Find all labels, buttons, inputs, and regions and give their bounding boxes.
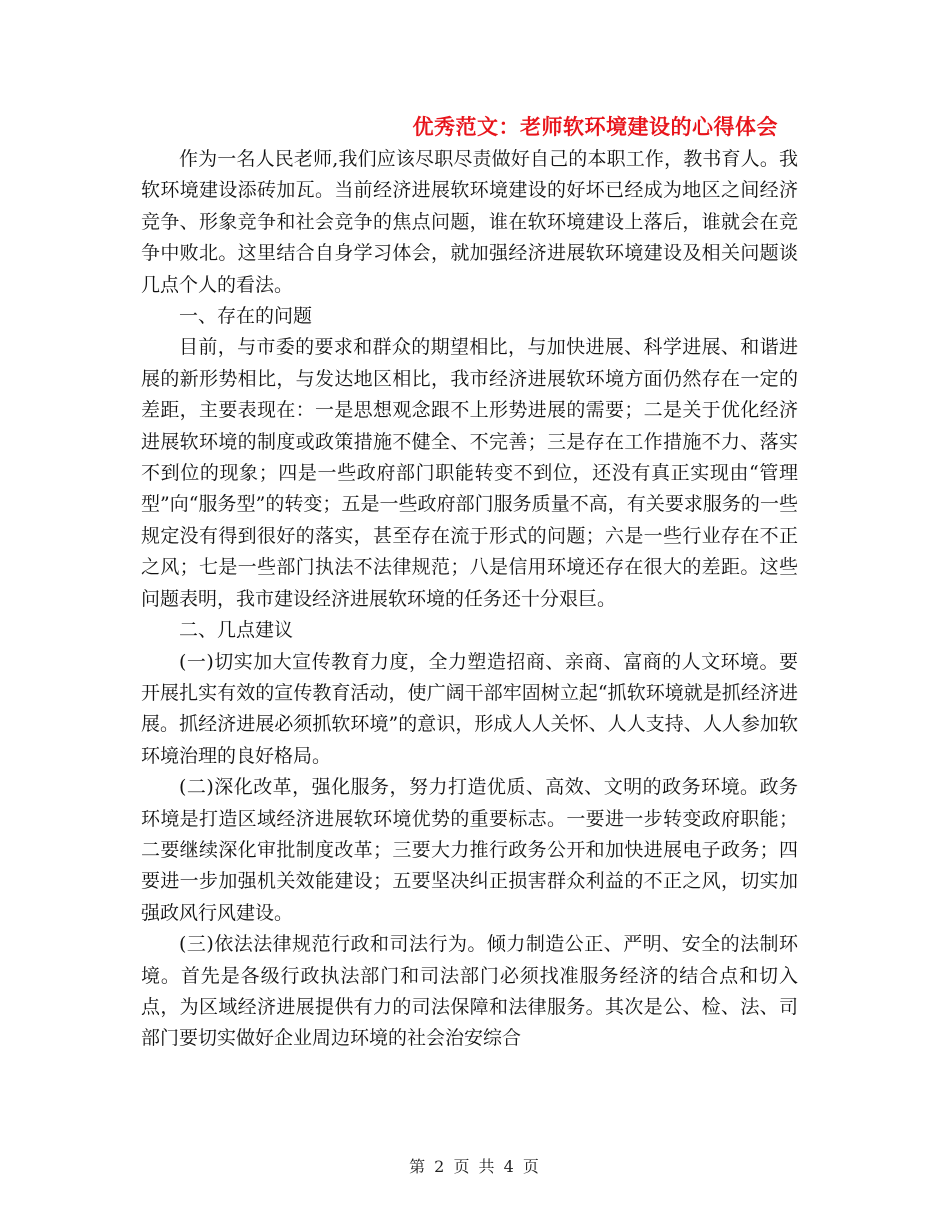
page-footer: 第 2 页 共 4 页	[409, 1157, 541, 1176]
section-heading-problems: 一、存在的问题	[179, 305, 313, 328]
paragraph-suggestion-2: (二)深化改革，强化服务，努力打造优质、高效、文明的政务环境。政务环境是打造区域经济进展软环境优势的重要标志。一要进一步转变政府职能；二要继续深化审批制度改革；三要大力推行政务公开和加快进展电子政务；四要进一步加强机关效能建设；五要坚决纠正损害群众利益的不正之风，切实加强政风行风建设。	[141, 776, 798, 924]
document-title: 优秀范文：老师软环境建设的心得体会	[412, 114, 778, 139]
section-heading-suggestions: 二、几点建议	[179, 619, 294, 642]
paragraph-suggestion-3: (三)依法法律规范行政和司法行为。倾力制造公正、严明、安全的法制环境。首先是各级行政执法部门和司法部门必须找准服务经济的结合点和切入点，为区域经济进展提供有力的司法保障和法律服务。其次是公、检、法、司部门要切实做好企业周边环境的社会治安综合	[141, 933, 798, 1050]
paragraph-suggestion-1: (一)切实加大宣传教育力度，全力塑造招商、亲商、富商的人文环境。要开展扎实有效的宣传教育活动，使广阔干部牢固树立起“抓软环境就是抓经济进展。抓经济进展必须抓软环境”的意识，形成人人关怀、人人支持、人人参加软环境治理的良好格局。	[141, 650, 798, 767]
document-page	[141, 110, 798, 1055]
paragraph-intro: 作为一名人民老师,我们应该尽职尽责做好自己的本职工作，教书育人。我软环境建设添砖加瓦。当前经济进展软环境建设的好坏已经成为地区之间经济竞争、形象竞争和社会竞争的焦点问题，谁在软环境建设上落后，谁就会在竞争中败北。这里结合自身学习体会，就加强经济进展软环境建设及相关问题谈几点个人的看法。	[141, 148, 798, 296]
paragraph-problems: 目前，与市委的要求和群众的期望相比，与加快进展、科学进展、和谐进展的新形势相比，与发达地区相比，我市经济进展软环境方面仍然存在一定的差距，主要表现在：一是思想观念跟不上形势进展的需要；二是关于优化经济进展软环境的制度或政策措施不健全、不完善；三是存在工作措施不力、落实不到位的现象；四是一些政府部门职能转变不到位，还没有真正实现由“管理型”向“服务型”的转变；五是一些政府部门服务质量不高，有关要求服务的一些规定没有得到很好的落实，甚至存在流于形式的问题；六是一些行业存在不正之风；七是一些部门执法不法律规范；八是信用环境还存在很大的差距。这些问题表明，我市建设经济进展软环境的任务还十分艰巨。	[141, 336, 798, 610]
